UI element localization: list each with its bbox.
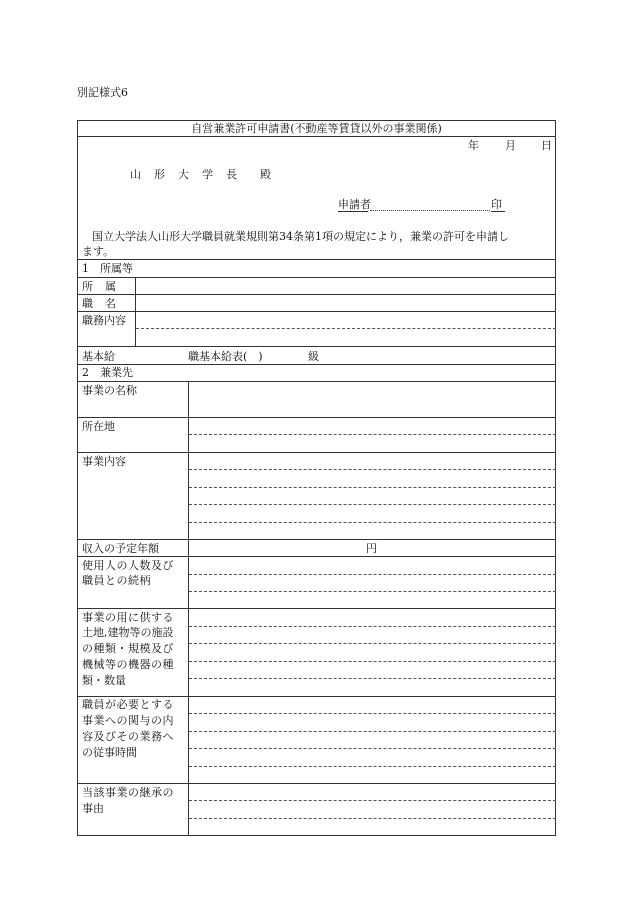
applicant-label: 申請者 [338, 198, 371, 211]
affiliation-field[interactable] [137, 279, 553, 293]
dashed-guide [189, 504, 556, 505]
succession-field-line3[interactable] [191, 820, 553, 834]
location-label: 所在地 [82, 420, 115, 433]
section-divider [77, 259, 556, 260]
request-statement-line2: ます。 [82, 245, 115, 258]
addressee-char: 山 [130, 168, 141, 181]
date-year-label: 年 [468, 139, 479, 152]
row-divider [77, 556, 556, 557]
row-divider [77, 277, 556, 278]
facilities-label-line3: の種類・規模及び [82, 642, 174, 655]
business-content-field-line1[interactable] [191, 454, 553, 468]
dashed-guide [189, 591, 556, 592]
involvement-field-line1[interactable] [191, 698, 553, 712]
succession-label-line1: 当該事業の継承の [82, 786, 174, 799]
date-day-field[interactable] [515, 138, 539, 152]
facilities-label-line5: 類・数量 [82, 674, 126, 687]
dashed-guide [189, 643, 556, 644]
salary-grade-label: 級 [308, 350, 319, 363]
location-field-line2[interactable] [191, 436, 553, 450]
dashed-guide [189, 487, 556, 488]
facilities-label-line4: 機械等の機器の種 [82, 658, 174, 671]
dashed-guide [189, 748, 556, 749]
employees-label-line1: 使用人の人数及び [82, 559, 174, 572]
succession-field-line1[interactable] [191, 785, 553, 799]
form-number: 別記様式6 [77, 86, 128, 99]
business-name-field[interactable] [191, 384, 553, 414]
involvement-field-line4[interactable] [191, 750, 553, 764]
duties-field-line2[interactable] [137, 330, 553, 344]
label-column-divider [135, 277, 136, 347]
position-field[interactable] [137, 296, 553, 310]
row-divider [77, 311, 556, 312]
facilities-label-line2: 土地,建物等の施設 [82, 626, 174, 639]
dashed-guide [136, 328, 556, 329]
involvement-label-line2: 事業への関与の内 [82, 714, 174, 727]
row-divider [77, 608, 556, 609]
income-field[interactable] [191, 541, 361, 555]
salary-grade-field[interactable] [264, 349, 304, 363]
involvement-label-line3: 容及びその業務へ [82, 730, 174, 743]
facilities-field-line1[interactable] [191, 610, 553, 624]
dashed-guide [189, 678, 556, 679]
business-content-field-line3[interactable] [191, 489, 553, 503]
facilities-field-line4[interactable] [191, 663, 553, 677]
dashed-guide [189, 434, 556, 435]
addressee-honorific: 殿 [260, 168, 271, 181]
row-divider [77, 346, 556, 347]
facilities-label-line1: 事業の用に供する [82, 611, 174, 624]
facilities-field-line2[interactable] [191, 628, 553, 642]
business-content-field-line4[interactable] [191, 506, 553, 520]
row-divider [77, 783, 556, 784]
income-unit: 円 [366, 542, 377, 555]
dashed-guide [189, 661, 556, 662]
succession-label-line2: 事由 [82, 802, 104, 815]
employees-field-line2[interactable] [191, 576, 553, 590]
row-divider [77, 452, 556, 453]
succession-field-line2[interactable] [191, 802, 553, 816]
section1-heading: 1 所属等 [82, 262, 133, 275]
title-divider [77, 136, 556, 137]
affiliation-label: 所 属 [82, 280, 117, 293]
dashed-guide [189, 574, 556, 575]
section-divider [77, 364, 556, 365]
dashed-guide [189, 626, 556, 627]
location-field-line1[interactable] [191, 419, 553, 433]
duties-label: 職務内容 [82, 314, 126, 327]
involvement-label-line4: の従事時間 [82, 746, 137, 759]
income-label: 収入の予定年額 [82, 542, 159, 555]
row-divider [77, 539, 556, 540]
dashed-guide [189, 766, 556, 767]
business-content-field-line2[interactable] [191, 471, 553, 485]
date-month-field[interactable] [478, 138, 502, 152]
facilities-field-line3[interactable] [191, 645, 553, 659]
dashed-guide [189, 818, 556, 819]
dashed-guide [189, 522, 556, 523]
dashed-guide [189, 731, 556, 732]
addressee-char: 形 [154, 168, 165, 181]
involvement-field-line2[interactable] [191, 715, 553, 729]
row-divider [77, 696, 556, 697]
date-day-label: 日 [541, 139, 552, 152]
addressee-char: 学 [202, 168, 213, 181]
seal-mark: 印 [491, 198, 502, 211]
business-name-label: 事業の名称 [82, 384, 137, 397]
row-divider [77, 417, 556, 418]
applicant-name-field[interactable] [370, 210, 490, 211]
applicant-underline [338, 211, 368, 212]
section2-heading: 2 兼業先 [82, 366, 133, 379]
salary-label: 基本給 [82, 350, 115, 363]
salary-table-label: 職基本給表( ) [188, 350, 263, 363]
row-divider [77, 294, 556, 295]
seal-underline [491, 211, 505, 212]
business-content-label: 事業内容 [82, 455, 126, 468]
dashed-guide [189, 469, 556, 470]
request-statement-line1: 国立大学法人山形大学職員就業規則第34条第1項の規定により，兼業の許可を申請し [92, 230, 509, 243]
involvement-field-line3[interactable] [191, 733, 553, 747]
addressee-char: 長 [226, 168, 237, 181]
dashed-guide [189, 800, 556, 801]
dashed-guide [189, 713, 556, 714]
row-divider [77, 381, 556, 382]
position-label: 職 名 [82, 297, 117, 310]
form-title: 自営兼業許可申請書(不動産等賃貸以外の事業関係) [191, 122, 442, 135]
involvement-label-line1: 職員が必要とする [82, 698, 174, 711]
employees-label-line2: 職員との続柄 [82, 574, 151, 587]
addressee-char: 大 [178, 168, 189, 181]
employees-field-line1[interactable] [191, 558, 553, 572]
date-month-label: 月 [505, 139, 516, 152]
duties-field-line1[interactable] [137, 313, 553, 327]
